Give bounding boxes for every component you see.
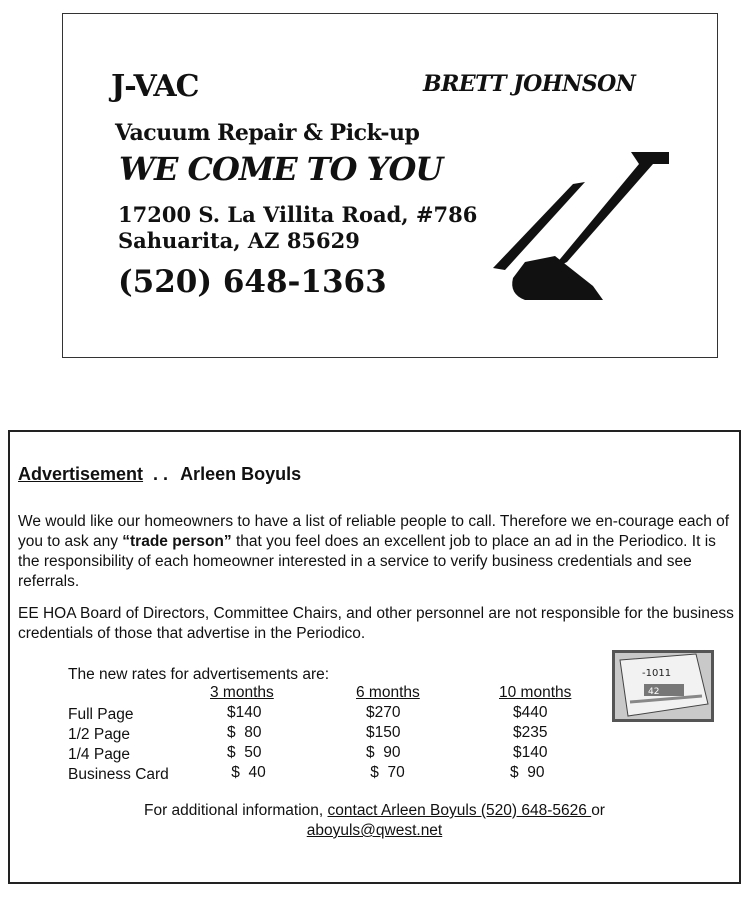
rate-row-label: Business Card — [68, 766, 169, 783]
rate-column-header: 3 months — [210, 684, 274, 701]
rate-value: $140 — [227, 704, 262, 721]
paragraph-intro-text-b: that you feel does an excellent job to place an ad in the Periodico. It is the responsibility of each homeowner interested in a service to verify business credentials and see referrals. — [18, 533, 716, 590]
rate-value: $ 90 — [510, 764, 545, 781]
footer-or: or — [591, 802, 605, 819]
slogan: WE COME TO YOU — [119, 150, 443, 188]
phone-number: (520) 648-1363 — [118, 264, 387, 300]
rate-value: $150 — [366, 724, 401, 741]
heading-separator: . . — [153, 464, 169, 484]
person-name: BRETT JOHNSON — [423, 71, 636, 97]
rate-column-header: 6 months — [356, 684, 420, 701]
rate-value: $ 80 — [227, 724, 262, 741]
rate-value: $ 90 — [366, 744, 401, 761]
paragraph-disclaimer: EE HOA Board of Directors, Committee Chairs, and other personnel are not responsible for the business credentials of those that advertise in the Periodico. — [18, 605, 734, 642]
rate-row-label: 1/2 Page — [68, 726, 131, 743]
photo-text-a: -1011 — [642, 668, 672, 679]
rate-value: $440 — [513, 704, 548, 721]
vacuum-icon — [463, 144, 703, 314]
contact-link[interactable]: contact Arleen Boyuls (520) 648-5626 — [327, 802, 592, 819]
rate-value: $ 70 — [366, 764, 405, 781]
photo-text-b: 42 — [648, 687, 660, 697]
paragraph-intro — [18, 512, 738, 592]
rate-value: $ 40 — [227, 764, 266, 781]
rate-value: $270 — [366, 704, 401, 721]
rate-value: $140 — [513, 744, 548, 761]
rate-row-label: Full Page — [68, 706, 134, 723]
advertisement-box — [8, 430, 741, 884]
business-card-photo — [612, 650, 714, 722]
rate-value: $235 — [513, 724, 548, 741]
trade-person-emphasis: “trade person” — [122, 533, 232, 550]
address-line-2: Sahuarita, AZ 85629 — [118, 228, 360, 253]
footer-text: For additional information, — [144, 802, 328, 819]
footer-line — [10, 802, 739, 820]
address-line-1: 17200 S. La Villita Road, #786 — [118, 202, 478, 227]
paragraph-intro-text-a: We would like our homeowners to have a list of reliable people to call. Therefore we en-courage each of you to ask any — [18, 513, 730, 550]
company-name: J-VAC — [111, 69, 199, 104]
rates-intro: The new rates for advertisements are: — [68, 666, 330, 683]
ad-heading — [18, 464, 301, 485]
ad-author: Arleen Boyuls — [180, 464, 302, 484]
email-link[interactable]: aboyuls@qwest.net — [306, 822, 443, 839]
ad-heading-title: Advertisement — [18, 464, 144, 484]
business-card — [62, 13, 718, 358]
footer-line-email — [10, 822, 739, 840]
rate-value: $ 50 — [227, 744, 262, 761]
service-line: Vacuum Repair & Pick-up — [115, 120, 420, 146]
rate-column-header: 10 months — [499, 684, 572, 701]
rate-row-label: 1/4 Page — [68, 746, 131, 763]
